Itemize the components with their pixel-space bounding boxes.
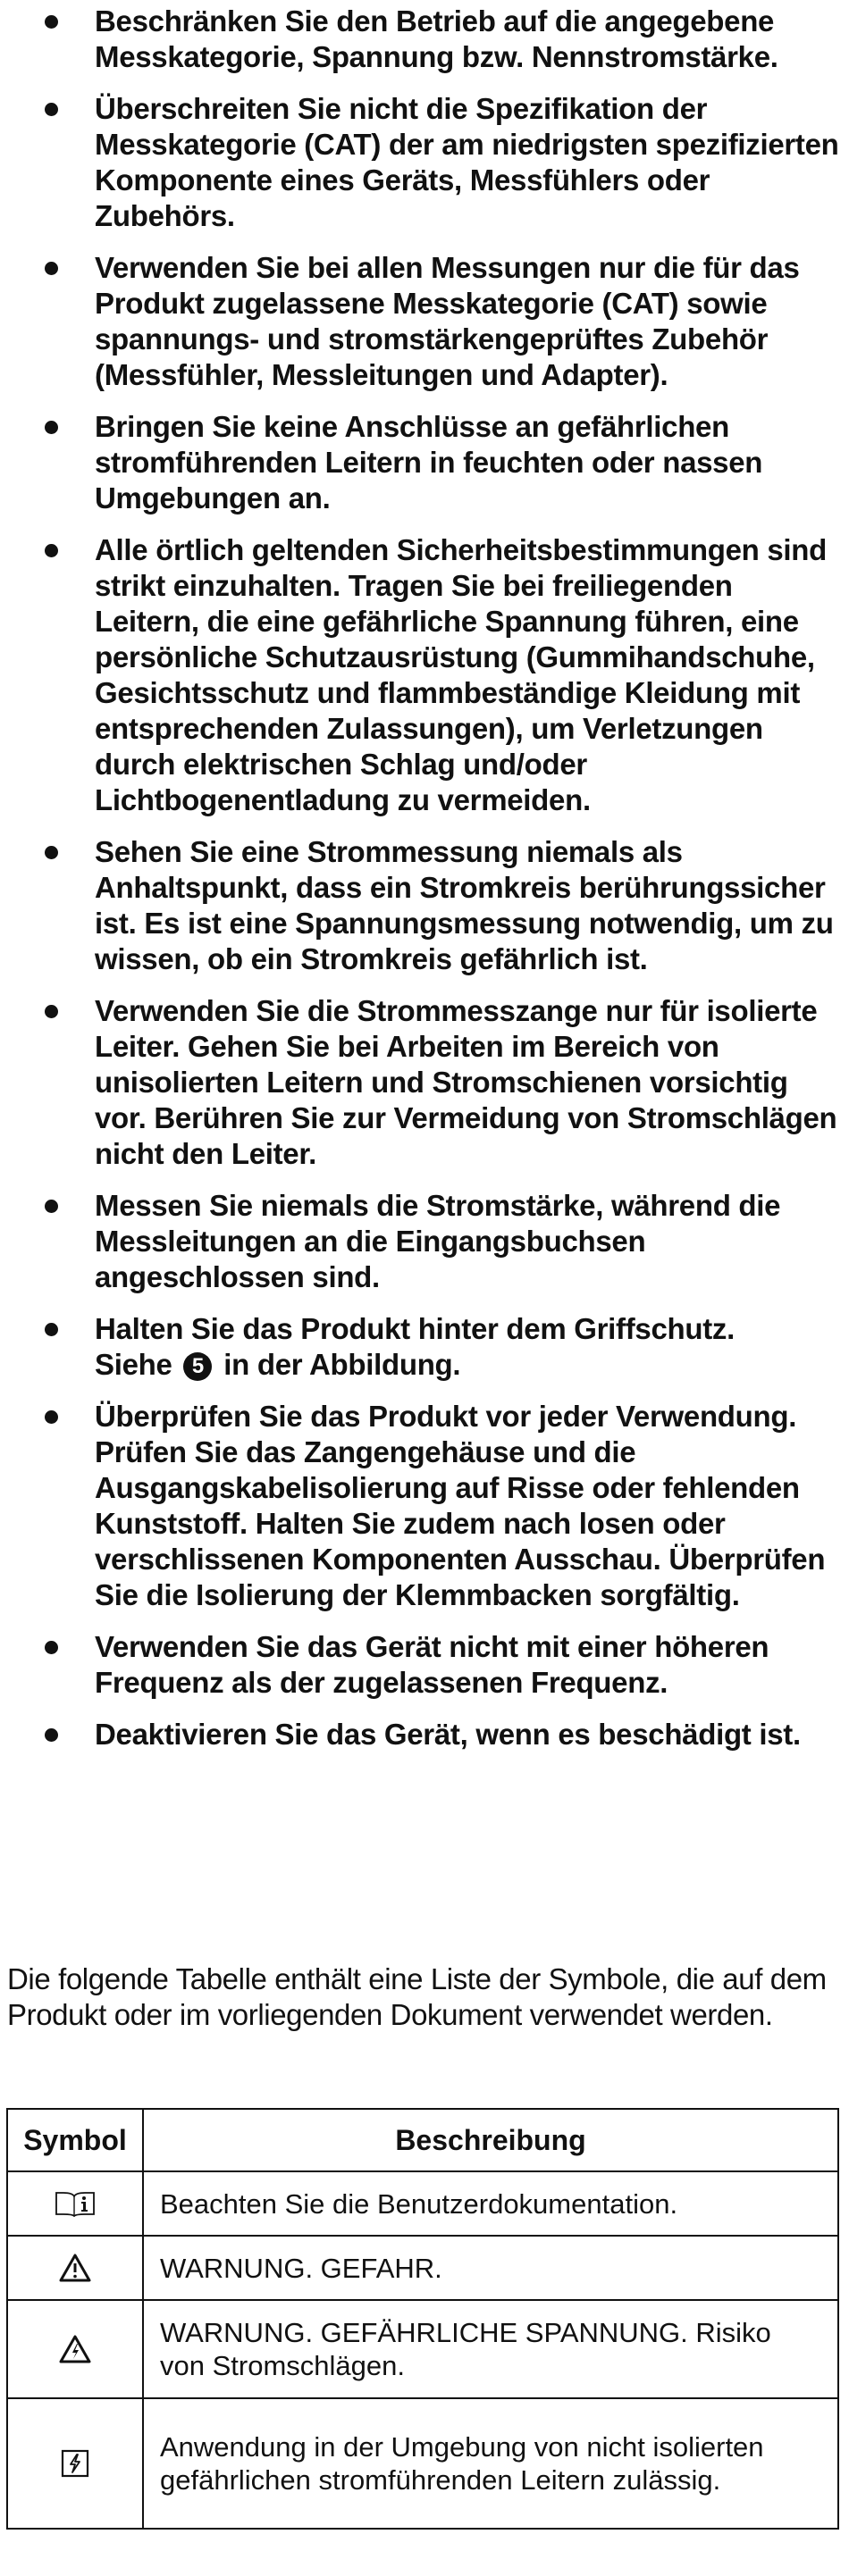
description-cell: WARNUNG. GEFAHR. bbox=[143, 2236, 838, 2300]
bullet-text: Beschränken Sie den Betrieb auf die angegebene Messkategorie, Spannung bzw. Nennstromstärke. bbox=[95, 4, 778, 73]
safety-bullet bbox=[0, 4, 849, 75]
safety-bullet bbox=[0, 993, 849, 1172]
safety-bullet bbox=[0, 1188, 849, 1295]
table-header-row bbox=[7, 2109, 838, 2171]
symbol-cell bbox=[7, 2398, 143, 2529]
safety-bullet bbox=[0, 834, 849, 977]
safety-bullet-grip bbox=[0, 1311, 849, 1383]
bullet-text: Halten Sie das Produkt hinter dem Griffschutz. bbox=[95, 1312, 735, 1345]
description-cell: Beachten Sie die Benutzerdokumentation. bbox=[143, 2171, 838, 2236]
table-intro-paragraph: Die folgende Tabelle enthält eine Liste der Symbole, die auf dem Produkt oder im vorliegenden Dokument verwendet werden. bbox=[7, 1962, 827, 2031]
table-row bbox=[7, 2398, 838, 2529]
callout-number-badge: 5 bbox=[183, 1352, 212, 1381]
bullet-dot bbox=[45, 1728, 58, 1742]
bullet-text: Alle örtlich geltenden Sicherheitsbestimmungen sind strikt einzuhalten. Tragen Sie bei freiliegenden Leitern, die eine gefährliche Spannung führen, eine persönliche Schutzausrüstung (Gummihandschuhe, Gesichtsschutz und flammbeständige Kleidung mit entsprechenden Zulassungen), um Verletzungen durch elektrischen Schlag und/oder Lichtbogenentladung zu vermeiden. bbox=[95, 533, 828, 816]
bullet-dot bbox=[45, 1200, 58, 1213]
safety-bullet bbox=[0, 1629, 849, 1701]
bullet-text: Überschreiten Sie nicht die Spezifikation der Messkategorie (CAT) der am niedrigsten spezifizierten Komponente eines Geräts, Messfühlers oder Zubehörs. bbox=[95, 92, 839, 232]
bullet-text: Sehen Sie eine Strommessung niemals als Anhaltspunkt, dass ein Stromkreis berührungssicher ist. Es ist eine Spannungsmessung notwendig, um zu wissen, ob ein Stromkreis gefährlich ist. bbox=[95, 835, 834, 975]
bullet-dot bbox=[45, 1410, 58, 1424]
safety-bullet bbox=[0, 1399, 849, 1613]
hazardous-voltage-triangle-icon bbox=[58, 2334, 92, 2364]
safety-bullet bbox=[0, 250, 849, 393]
bullet-text: Bringen Sie keine Anschlüsse an gefährlichen stromführenden Leitern in feuchten oder nassen Umgebungen an. bbox=[95, 410, 763, 514]
safety-bullet bbox=[0, 1717, 849, 1752]
symbol-cell bbox=[7, 2300, 143, 2398]
bullet-text: Verwenden Sie das Gerät nicht mit einer höheren Frequenz als der zugelassenen Frequenz. bbox=[95, 1630, 769, 1699]
bullet-dot bbox=[45, 1641, 58, 1654]
warning-triangle-icon bbox=[58, 2253, 92, 2283]
bullet-text: in der Abbildung. bbox=[223, 1348, 461, 1381]
bullet-dot bbox=[45, 15, 58, 29]
table-row bbox=[7, 2300, 838, 2398]
safety-bullet bbox=[0, 532, 849, 818]
bullet-dot bbox=[45, 421, 58, 434]
symbol-table bbox=[6, 2108, 839, 2530]
safety-bullet bbox=[0, 409, 849, 516]
read-documentation-icon bbox=[55, 2190, 96, 2217]
bullet-text: Verwenden Sie die Strommesszange nur für isolierte Leiter. Gehen Sie bei Arbeiten im Bereich von unisolierten Leitern und Stromschienen vorsichtig vor. Berühren Sie zur Vermeidung von Stromschlägen nicht den Leiter. bbox=[95, 994, 837, 1170]
description-cell: WARNUNG. GEFÄHRLICHE SPANNUNG. Risiko von Stromschlägen. bbox=[143, 2300, 838, 2398]
bullet-text: Verwenden Sie bei allen Messungen nur die für das Produkt zugelassene Messkategorie (CAT) sowie spannungs- und stromstärkengeprüftes Zubehör (Messfühler, Messleitungen und Adapter). bbox=[95, 251, 800, 391]
safety-bullet bbox=[0, 91, 849, 234]
table-row bbox=[7, 2171, 838, 2236]
bullet-text: Siehe bbox=[95, 1348, 172, 1381]
bullet-dot bbox=[45, 1323, 58, 1336]
bullet-dot bbox=[45, 1005, 58, 1018]
bullet-text: Überprüfen Sie das Produkt vor jeder Verwendung. Prüfen Sie das Zangengehäuse und die Ausgangskabelisolierung auf Risse oder fehlenden Kunststoff. Halten Sie zudem nach losen oder verschlissenen Komponenten Ausschau. Überprüfen Sie die Isolierung der Klemmbacken sorgfältig. bbox=[95, 1400, 826, 1611]
table-row bbox=[7, 2236, 838, 2300]
bullet-dot bbox=[45, 103, 58, 116]
live-conductor-box-icon bbox=[61, 2449, 89, 2478]
header-description: Beschreibung bbox=[143, 2109, 838, 2171]
header-symbol: Symbol bbox=[7, 2109, 143, 2171]
description-cell: Anwendung in der Umgebung von nicht isolierten gefährlichen stromführenden Leitern zulässig. bbox=[143, 2398, 838, 2529]
symbol-cell bbox=[7, 2171, 143, 2236]
bullet-text: Messen Sie niemals die Stromstärke, während die Messleitungen an die Eingangsbuchsen angeschlossen sind. bbox=[95, 1189, 781, 1293]
bullet-text: Deaktivieren Sie das Gerät, wenn es beschädigt ist. bbox=[95, 1718, 801, 1751]
safety-bullet-list bbox=[0, 4, 849, 1769]
bullet-dot bbox=[45, 544, 58, 557]
bullet-dot bbox=[45, 846, 58, 859]
bullet-dot bbox=[45, 262, 58, 275]
symbol-cell bbox=[7, 2236, 143, 2300]
